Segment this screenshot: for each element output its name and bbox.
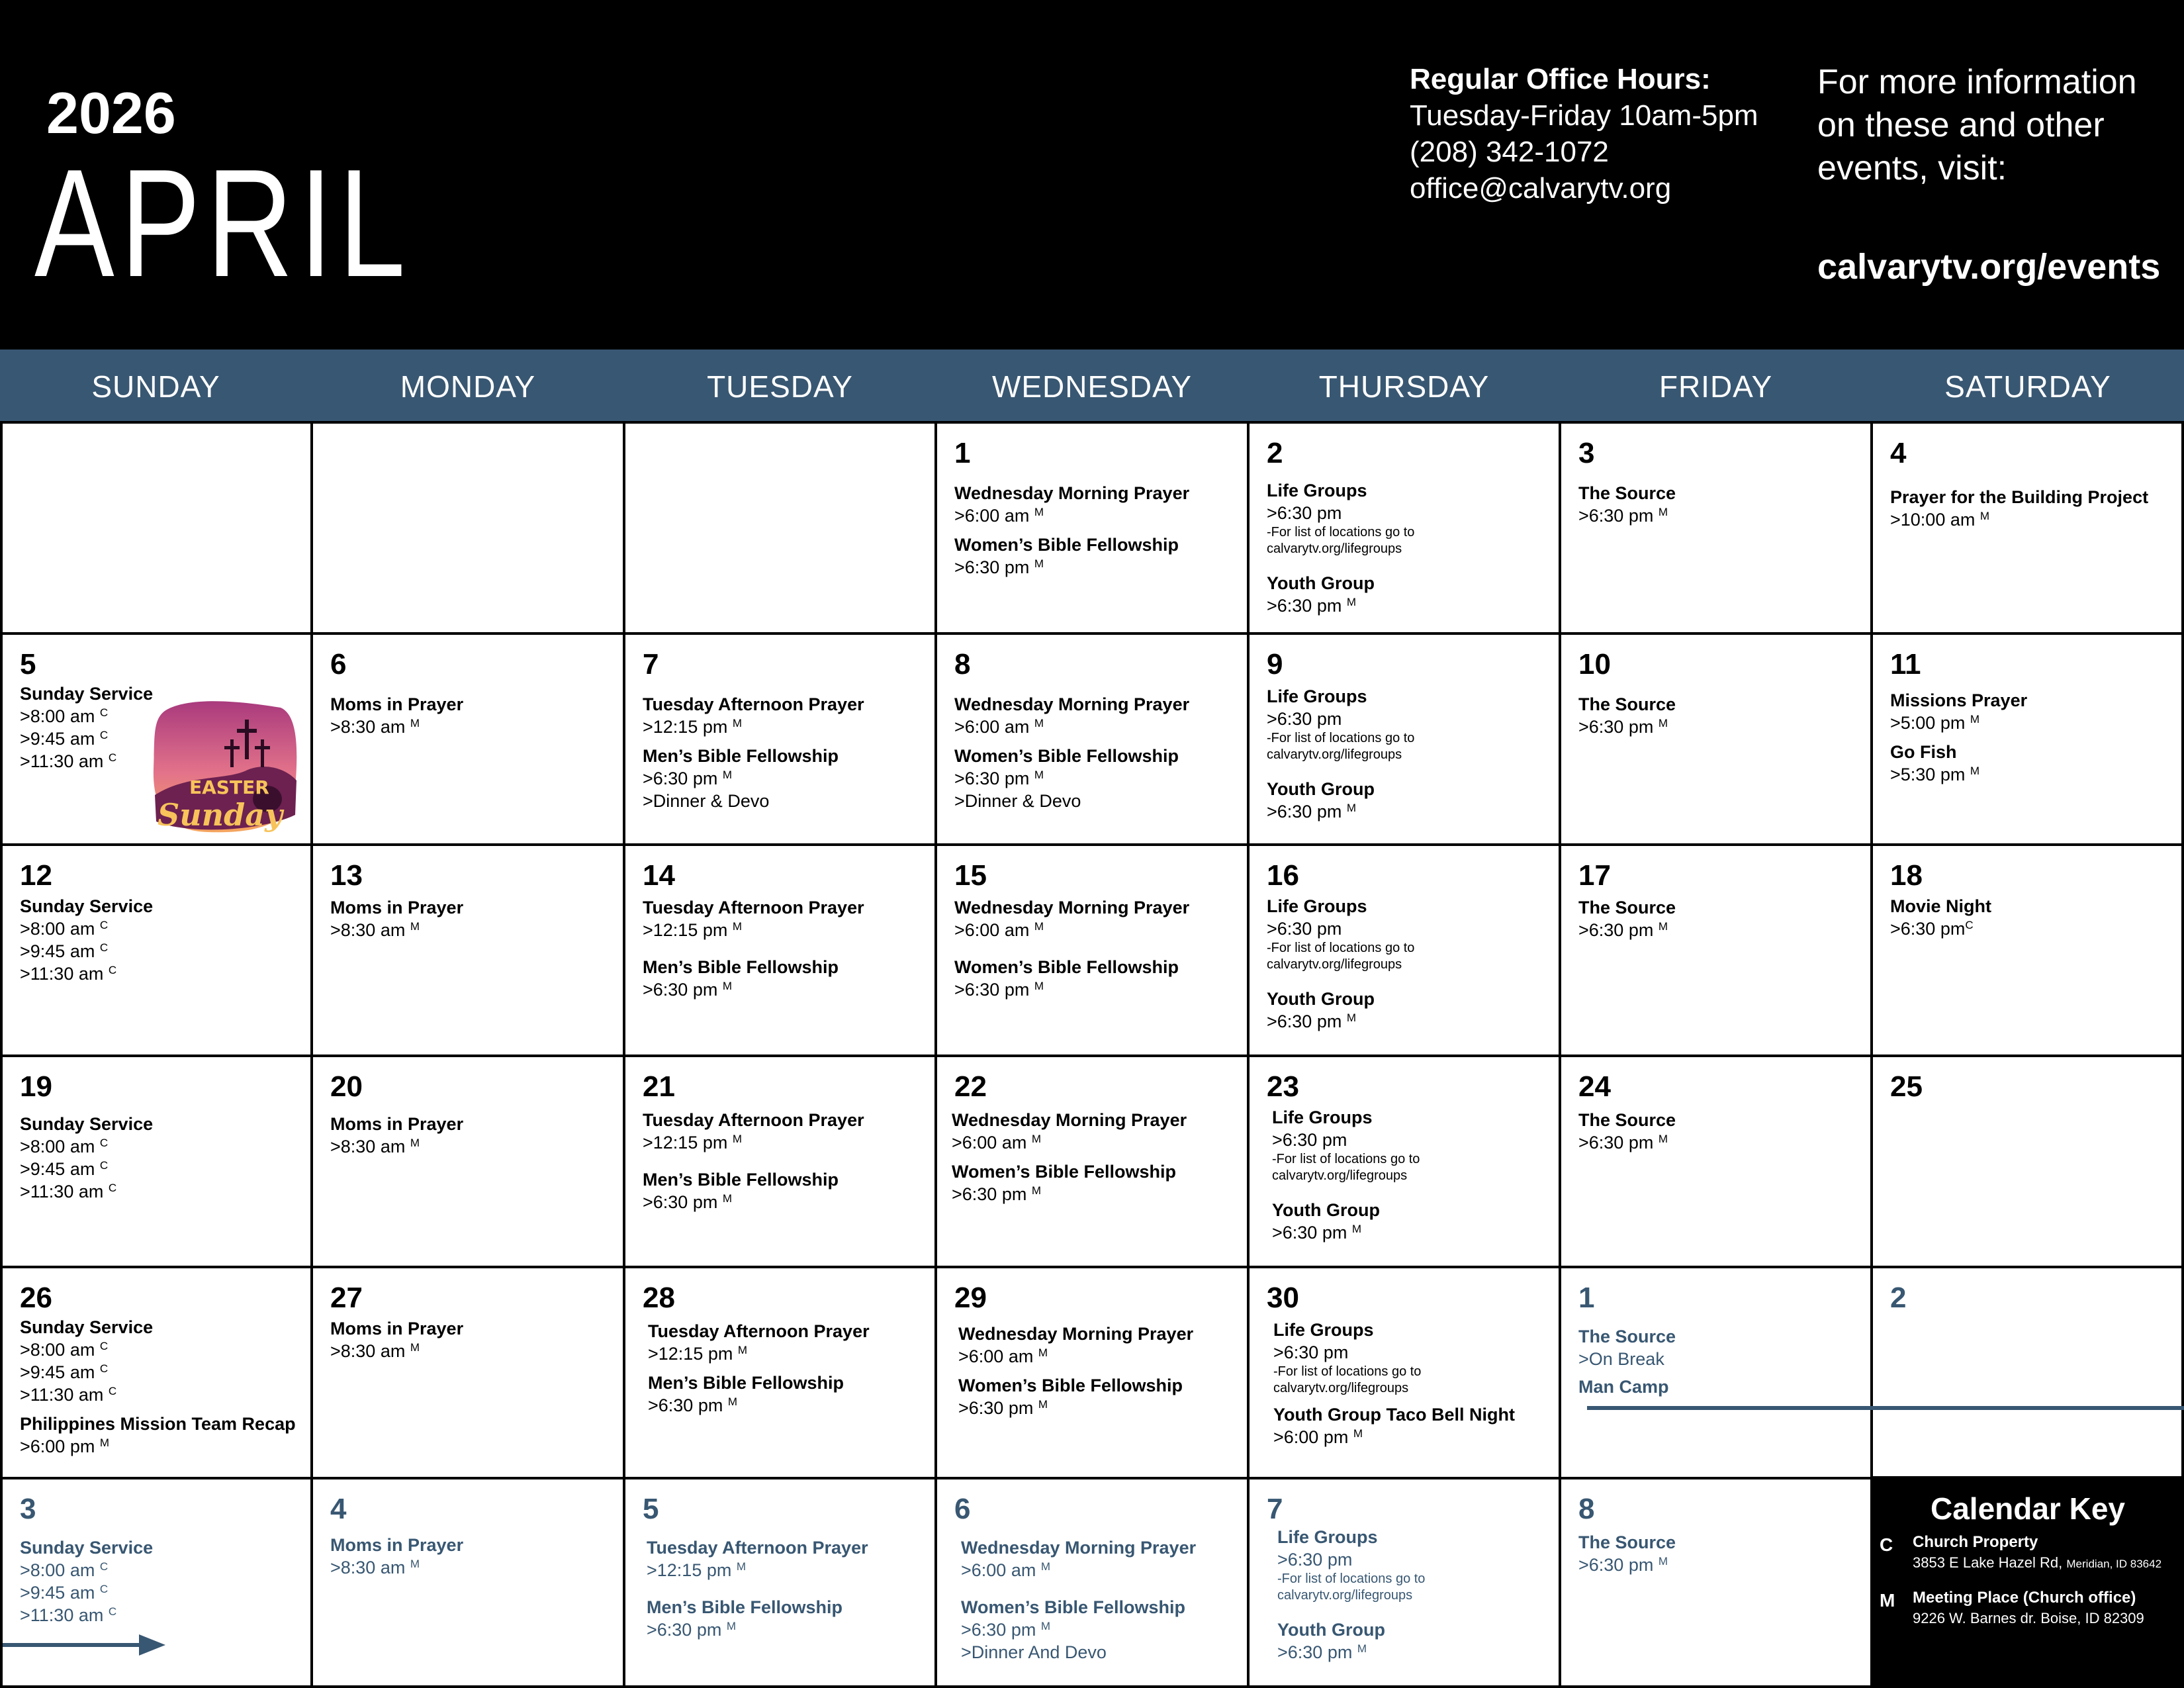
event-time: >11:30 am $^C$: [20, 1385, 117, 1405]
event-title: Men’s Bible Fellowship: [643, 957, 839, 977]
event-title: Youth Group: [1267, 573, 1375, 593]
day-events: [20, 1113, 305, 1203]
calendar-month: APRIL: [34, 138, 412, 309]
event-title: Sunday Service: [20, 896, 154, 916]
day-cell[interactable]: [313, 1057, 623, 1266]
weekday-monday: MONDAY: [400, 369, 536, 404]
event-title: Tuesday Afternoon Prayer: [643, 1110, 864, 1130]
day-events: [330, 693, 617, 738]
day-number: 6: [954, 1493, 971, 1525]
event-title: Movie Night: [1890, 896, 1991, 916]
event-title: Moms in Prayer: [330, 1535, 464, 1555]
event-time: >8:30 am $^M$: [330, 1341, 420, 1361]
event-title: Man Camp: [1578, 1377, 1669, 1397]
event-time: >8:00 am $^C$: [20, 706, 109, 726]
event-title: Sunday Service: [20, 1317, 154, 1337]
event-time: >8:30 am $^M$: [330, 920, 420, 940]
event-time: >6:30 pm $^M$: [1578, 506, 1668, 526]
event-title: Sunday Service: [20, 1538, 154, 1558]
event-time: >6:30 pm $^M$: [954, 557, 1044, 577]
event-time: >6:00 pm $^M$: [1273, 1427, 1363, 1447]
event-time: >6:30 pm $^M$: [1578, 920, 1668, 940]
day-number: 18: [1890, 859, 1923, 892]
event-time: >6:30 pm: [1277, 1550, 1353, 1570]
event-title: Life Groups: [1277, 1527, 1378, 1547]
day-events: [1890, 486, 2176, 531]
day-cell[interactable]: [1250, 1479, 1559, 1685]
event-note: -For list of locations go to: [1277, 1571, 1426, 1586]
day-cell[interactable]: [3, 635, 310, 843]
event-time: >6:30 pm: [1267, 503, 1342, 523]
event-time: >9:45 am $^C$: [20, 1159, 109, 1179]
event-time: >12:15 pm $^M$: [643, 1133, 743, 1152]
day-events: [1267, 685, 1553, 823]
event-time: >6:30 pm $^M$: [961, 1620, 1051, 1640]
event-title: Life Groups: [1267, 686, 1367, 706]
calendar-year: 2026: [46, 80, 176, 146]
day-number: 4: [330, 1493, 347, 1525]
event-time: >6:30 pm $^M$: [1272, 1223, 1362, 1243]
event-title: Men’s Bible Fellowship: [648, 1373, 844, 1393]
event-title: Sunday Service: [20, 684, 154, 704]
event-title: Moms in Prayer: [330, 1114, 464, 1134]
day-cell[interactable]: [313, 1268, 623, 1477]
event-time: >6:30 pm $^M$: [643, 1192, 733, 1212]
event-note: calvarytv.org/lifegroups: [1277, 1588, 1413, 1603]
day-cell[interactable]: [625, 635, 934, 843]
day-events: [1578, 1109, 1865, 1154]
day-events: [954, 693, 1242, 812]
event-time: >6:30 pm $^M$: [1578, 1133, 1668, 1152]
day-number: 8: [1578, 1493, 1595, 1525]
weekday-tuesday: TUESDAY: [707, 369, 853, 404]
event-time: >6:30 pm $^M$: [952, 1184, 1042, 1204]
event-title: Wednesday Morning Prayer: [954, 483, 1190, 503]
easter-graphic-word: EASTER: [189, 776, 269, 798]
day-events: [647, 1536, 929, 1641]
event-title: Youth Group: [1267, 779, 1375, 799]
event-title: The Source: [1578, 483, 1676, 503]
event-time: >6:00 pm $^M$: [20, 1436, 110, 1456]
key-letter-c: C: [1880, 1534, 1893, 1555]
event-title: Wednesday Morning Prayer: [961, 1538, 1197, 1558]
event-time: >6:30 pm $^M$: [1267, 802, 1357, 821]
event-time: >6:30 pm $^M$: [647, 1620, 737, 1640]
event-note: -For list of locations go to: [1267, 941, 1415, 955]
event-title: Go Fish: [1890, 742, 1957, 762]
day-number: 20: [330, 1070, 363, 1103]
event-time: >6:00 am $^M$: [958, 1346, 1048, 1366]
event-title: Youth Group: [1277, 1620, 1385, 1640]
day-number: 1: [954, 437, 971, 469]
day-events: [330, 896, 617, 941]
day-events: [643, 693, 929, 812]
event-title: Wednesday Morning Prayer: [954, 694, 1190, 714]
event-title: Wednesday Morning Prayer: [958, 1324, 1194, 1344]
office-email: office@calvarytv.org: [1410, 172, 1672, 205]
event-time: >6:30 pm $^M$: [1277, 1642, 1367, 1662]
event-title: Youth Group: [1272, 1200, 1380, 1220]
event-time: >6:30 pm $^M$: [1267, 596, 1357, 616]
day-events: [1578, 1325, 1865, 1398]
more-info-text: For more information on these and other events, visit:: [1817, 63, 2137, 187]
easter-sunday-graphic: [148, 696, 300, 841]
event-note: calvarytv.org/lifegroups: [1272, 1168, 1408, 1183]
day-events: [954, 482, 1242, 579]
easter-graphic-word: Sunday: [158, 797, 283, 833]
day-number: 2: [1890, 1282, 1907, 1314]
event-title: Tuesday Afternoon Prayer: [648, 1321, 870, 1341]
event-time: >Dinner And Devo: [961, 1642, 1107, 1662]
event-time: >6:30 pm $^M$: [954, 769, 1044, 788]
event-title: Missions Prayer: [1890, 690, 2028, 710]
day-number: 29: [954, 1282, 987, 1314]
event-title: Sunday Service: [20, 1114, 154, 1134]
day-number: 3: [20, 1493, 36, 1525]
office-hours-days: Tuesday-Friday 10am-5pm: [1410, 99, 1758, 132]
day-events: [20, 1536, 305, 1626]
event-time: >9:45 am $^C$: [20, 1583, 109, 1603]
event-time: >6:00 am $^M$: [961, 1560, 1051, 1580]
day-events: [1890, 895, 2176, 940]
day-number: 24: [1578, 1070, 1611, 1103]
event-time: >6:00 am $^M$: [954, 506, 1044, 526]
event-time: >12:15 pm $^M$: [643, 920, 743, 940]
day-events: [1890, 689, 2176, 786]
event-title: Life Groups: [1272, 1107, 1373, 1127]
day-number: 1: [1578, 1282, 1595, 1314]
day-events: [643, 1109, 929, 1213]
arrow-right-icon: [3, 1632, 168, 1658]
event-title: The Source: [1578, 1327, 1676, 1346]
event-time: >11:30 am $^C$: [20, 1182, 117, 1201]
day-number: 14: [643, 859, 675, 892]
day-events: [1578, 896, 1865, 941]
event-title: Youth Group Taco Bell Night: [1273, 1405, 1515, 1425]
event-title: Prayer for the Building Project: [1890, 487, 2149, 507]
event-time: >6:30 pm: [1272, 1130, 1347, 1150]
day-cell[interactable]: [1561, 424, 1870, 632]
event-time: >6:30 pm $^M$: [958, 1398, 1048, 1418]
event-time: >9:45 am $^C$: [20, 1362, 109, 1382]
day-events: [1578, 1531, 1865, 1576]
day-events: [330, 1317, 617, 1362]
event-time: >8:00 am $^C$: [20, 919, 109, 939]
event-time: >11:30 am $^C$: [20, 1605, 117, 1625]
event-time: >12:15 pm $^M$: [643, 717, 743, 737]
event-title: Philippines Mission Team Recap: [20, 1414, 296, 1434]
event-time: >6:30 pm $^M$: [643, 769, 733, 788]
office-hours-heading: Regular Office Hours:: [1410, 63, 1711, 95]
event-note: -For list of locations go to: [1267, 525, 1415, 539]
day-events: [961, 1536, 1242, 1664]
day-cell[interactable]: [1561, 846, 1870, 1055]
event-time: >8:00 am $^C$: [20, 1137, 109, 1156]
events-url: calvarytv.org/events: [1817, 247, 2161, 287]
day-cell[interactable]: [313, 635, 623, 843]
event-time: >8:00 am $^C$: [20, 1340, 109, 1360]
day-number: 23: [1267, 1070, 1299, 1103]
day-number: 28: [643, 1282, 675, 1314]
key-church-property: Church Property: [1913, 1533, 2038, 1551]
day-cell[interactable]: [937, 424, 1247, 632]
event-title: Moms in Prayer: [330, 898, 464, 917]
event-time: >9:45 am $^C$: [20, 729, 109, 749]
day-events: [952, 1109, 1242, 1205]
event-time: >6:00 am $^M$: [954, 920, 1044, 940]
day-number: 3: [1578, 437, 1595, 469]
event-note: calvarytv.org/lifegroups: [1267, 541, 1402, 556]
calendar-header: [0, 0, 2184, 350]
day-cell[interactable]: [3, 1057, 310, 1266]
event-time: >12:15 pm $^M$: [647, 1560, 747, 1580]
event-time: >6:30 pm $^M$: [648, 1395, 738, 1415]
day-cell[interactable]: [1873, 1268, 2181, 1477]
day-events: [1578, 482, 1865, 527]
day-number: 6: [330, 648, 347, 680]
day-number: 5: [643, 1493, 659, 1525]
day-number: 13: [330, 859, 363, 892]
day-cell[interactable]: [1250, 635, 1559, 843]
event-title: Tuesday Afternoon Prayer: [647, 1538, 868, 1558]
event-time: >6:30 pm: [1267, 919, 1342, 939]
day-cell[interactable]: [1250, 1268, 1559, 1477]
day-number: 10: [1578, 648, 1611, 680]
day-cell[interactable]: [625, 1268, 934, 1477]
day-cell[interactable]: [3, 1268, 310, 1477]
event-title: Youth Group: [1267, 989, 1375, 1009]
day-cell[interactable]: [1561, 1479, 1870, 1685]
event-title: Wednesday Morning Prayer: [954, 898, 1190, 917]
day-cell[interactable]: [313, 1479, 623, 1685]
key-meeting-place: Meeting Place (Church office): [1913, 1589, 2136, 1607]
weekday-friday: FRIDAY: [1659, 369, 1773, 404]
event-title: Women’s Bible Fellowship: [958, 1376, 1183, 1395]
day-number: 12: [20, 859, 52, 892]
weekday-thursday: THURSDAY: [1318, 369, 1490, 404]
day-events: [1267, 895, 1553, 1033]
day-cell[interactable]: [937, 635, 1247, 843]
day-number: 7: [643, 648, 659, 680]
day-cell[interactable]: [937, 1479, 1247, 1685]
day-cell[interactable]: [1561, 1268, 1870, 1477]
day-cell[interactable]: [1873, 846, 2181, 1055]
day-number: 19: [20, 1070, 52, 1103]
day-cell[interactable]: [1873, 424, 2181, 632]
event-title: Women’s Bible Fellowship: [954, 957, 1179, 977]
event-title: Women’s Bible Fellowship: [954, 746, 1179, 766]
event-note: calvarytv.org/lifegroups: [1267, 957, 1402, 972]
day-number: 16: [1267, 859, 1299, 892]
day-events: [20, 1316, 305, 1458]
event-title: The Source: [1578, 1110, 1676, 1130]
event-time: >Dinner & Devo: [643, 791, 770, 811]
event-note: -For list of locations go to: [1273, 1364, 1422, 1379]
day-cell[interactable]: [625, 1479, 934, 1685]
event-title: The Source: [1578, 1532, 1676, 1552]
event-time: >6:30 pm $^M$: [1267, 1011, 1357, 1031]
key-letter-m: M: [1880, 1590, 1895, 1611]
event-title: Life Groups: [1267, 896, 1367, 916]
day-events: [954, 896, 1242, 1001]
event-time: >6:30 $pm^C$: [1890, 919, 1974, 939]
weekday-saturday: SATURDAY: [1944, 369, 2111, 404]
event-time: >Dinner & Devo: [954, 791, 1081, 811]
day-events: [20, 895, 305, 985]
day-events: [643, 896, 929, 1001]
event-title: Men’s Bible Fellowship: [643, 746, 839, 766]
day-cell[interactable]: [313, 846, 623, 1055]
calendar-key-title: Calendar Key: [1930, 1491, 2125, 1526]
event-title: Women’s Bible Fellowship: [961, 1597, 1186, 1617]
day-cell[interactable]: [937, 1268, 1247, 1477]
event-time: >6:30 pm $^M$: [954, 980, 1044, 1000]
event-time: >12:15 pm $^M$: [648, 1344, 748, 1364]
office-phone: (208) 342-1072: [1410, 136, 1609, 168]
day-number: 26: [20, 1282, 52, 1314]
event-time: >8:30 am $^M$: [330, 1137, 420, 1156]
event-time: >11:30 am $^C$: [20, 964, 117, 984]
grid-line: [0, 1685, 2184, 1688]
event-title: Moms in Prayer: [330, 1319, 464, 1338]
event-time: >6:00 am $^M$: [954, 717, 1044, 737]
event-title: Tuesday Afternoon Prayer: [643, 898, 864, 917]
event-title: Men’s Bible Fellowship: [647, 1597, 843, 1617]
day-events: [1272, 1106, 1553, 1244]
event-title: Life Groups: [1273, 1320, 1374, 1340]
day-number: 5: [20, 648, 36, 680]
event-note: -For list of locations go to: [1267, 731, 1415, 745]
day-events: [648, 1320, 929, 1417]
event-time: >5:30 pm $^M$: [1890, 765, 1980, 784]
event-time: >5:00 pm $^M$: [1890, 713, 1980, 733]
day-events: [1273, 1319, 1553, 1448]
event-title: The Source: [1578, 898, 1676, 917]
day-number: 9: [1267, 648, 1283, 680]
day-cell[interactable]: [1250, 846, 1559, 1055]
event-time: >6:30 pm $^M$: [643, 980, 733, 1000]
event-time: >9:45 am $^C$: [20, 941, 109, 961]
day-number: 11: [1890, 648, 1921, 680]
day-cell[interactable]: [1250, 424, 1559, 632]
day-events: [1578, 693, 1865, 738]
event-title: Moms in Prayer: [330, 694, 464, 714]
day-cell[interactable]: [3, 1479, 310, 1685]
event-time: >6:00 am $^M$: [952, 1133, 1042, 1152]
day-number: 17: [1578, 859, 1611, 892]
event-time: >8:30 am $^M$: [330, 1558, 420, 1577]
event-title: Men’s Bible Fellowship: [643, 1170, 839, 1190]
day-events: [1267, 479, 1553, 617]
day-number: 4: [1890, 437, 1907, 469]
day-events: [330, 1113, 617, 1158]
weekday-wednesday: WEDNESDAY: [991, 369, 1193, 404]
day-number: 7: [1267, 1493, 1283, 1525]
event-time: >6:30 pm: [1273, 1342, 1349, 1362]
event-time: >6:30 pm $^M$: [1578, 1555, 1668, 1575]
day-number: 15: [954, 859, 987, 892]
event-title: Wednesday Morning Prayer: [952, 1110, 1187, 1130]
day-cell[interactable]: [1250, 1057, 1559, 1266]
event-title: Tuesday Afternoon Prayer: [643, 694, 864, 714]
event-time: >8:00 am $^C$: [20, 1560, 109, 1580]
day-cell[interactable]: [1873, 1057, 2181, 1266]
day-events: [330, 1534, 617, 1579]
day-cell[interactable]: [937, 846, 1247, 1055]
man-camp-duration-bar: [1587, 1406, 2184, 1410]
event-time: >6:30 pm $^M$: [1578, 717, 1668, 737]
day-cell[interactable]: [1561, 635, 1870, 843]
day-cell[interactable]: [625, 1057, 934, 1266]
event-time: >6:30 pm: [1267, 709, 1342, 729]
event-title: Life Groups: [1267, 481, 1367, 500]
event-note: calvarytv.org/lifegroups: [1267, 747, 1402, 762]
event-time: >8:30 am $^M$: [330, 717, 420, 737]
day-number: 27: [330, 1282, 363, 1314]
event-time: >On Break: [1578, 1349, 1664, 1369]
event-note: -For list of locations go to: [1272, 1152, 1420, 1166]
event-title: Women’s Bible Fellowship: [954, 535, 1179, 555]
day-cell[interactable]: [1561, 1057, 1870, 1266]
key-church-property-address: 3853 E Lake Hazel Rd, Meridian, ID 83642: [1913, 1554, 2162, 1571]
day-number: 25: [1890, 1070, 1923, 1103]
office-hours: [1410, 61, 1758, 207]
day-number: 21: [643, 1070, 675, 1103]
weekday-bar: [0, 350, 2184, 421]
day-cell[interactable]: [937, 1057, 1247, 1266]
event-time: >11:30 am $^C$: [20, 751, 117, 771]
day-cell[interactable]: [625, 846, 934, 1055]
event-title: Women’s Bible Fellowship: [952, 1162, 1177, 1182]
day-events: [1277, 1526, 1553, 1664]
event-note: calvarytv.org/lifegroups: [1273, 1381, 1409, 1395]
day-number: 8: [954, 648, 971, 680]
day-cell[interactable]: [3, 846, 310, 1055]
event-title: The Source: [1578, 694, 1676, 714]
day-number: 30: [1267, 1282, 1299, 1314]
day-number: 2: [1267, 437, 1283, 469]
calendar-key: [1872, 1476, 2184, 1688]
key-meeting-place-address: 9226 W. Barnes dr. Boise, ID 82309: [1913, 1610, 2144, 1626]
weekday-sunday: SUNDAY: [91, 369, 220, 404]
day-events: [958, 1323, 1242, 1419]
day-cell[interactable]: [1873, 635, 2181, 843]
event-time: >10:00 am $^M$: [1890, 510, 1990, 530]
day-number: 22: [954, 1070, 987, 1103]
